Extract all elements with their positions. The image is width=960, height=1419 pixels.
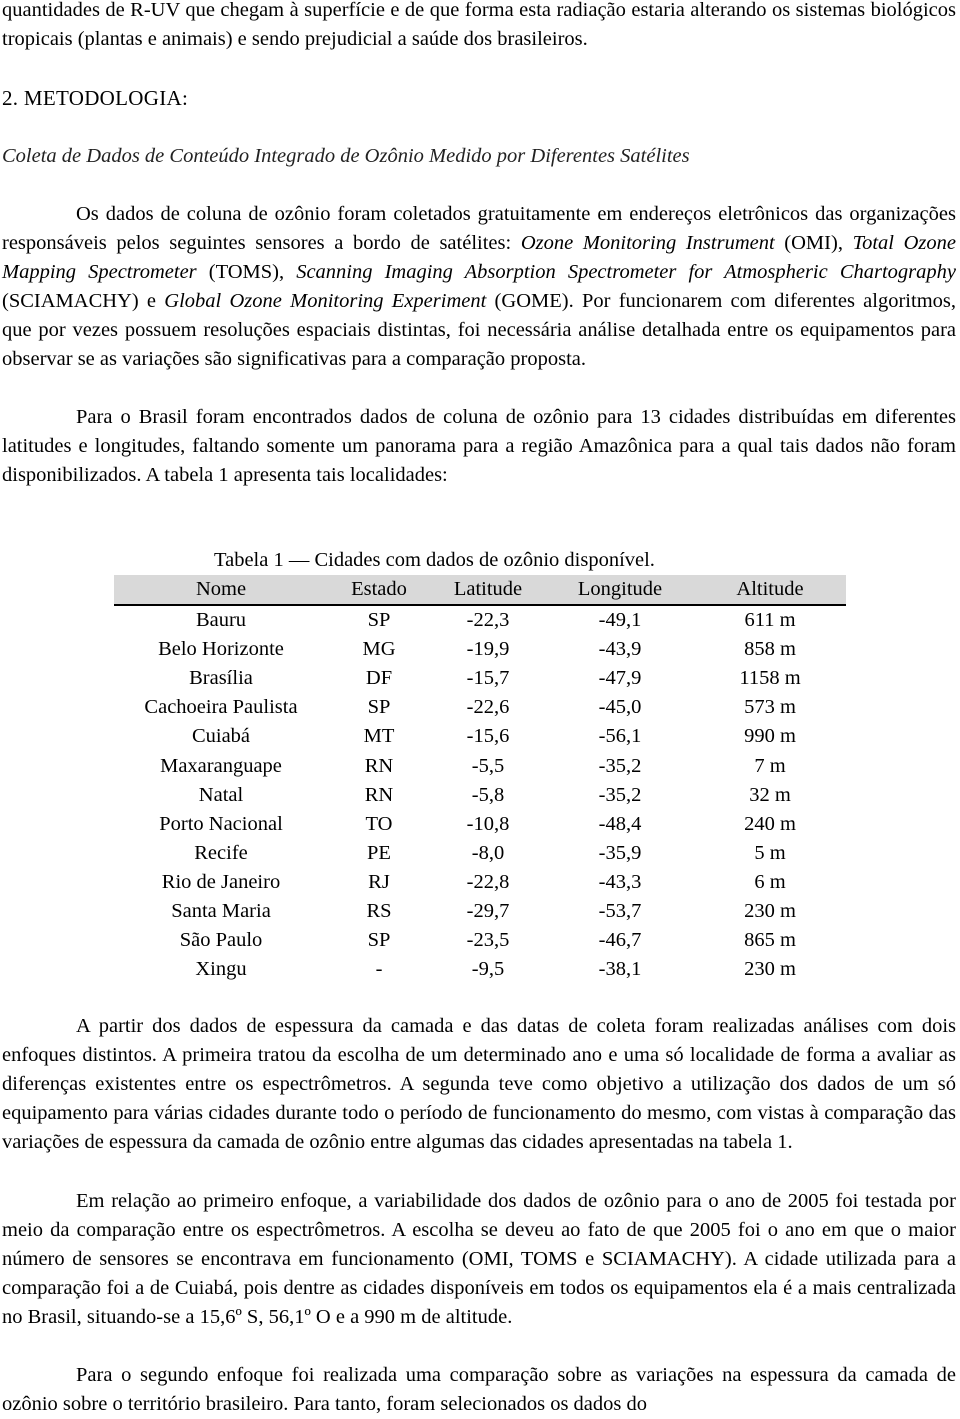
table-row — [114, 605, 846, 635]
table-row — [114, 897, 846, 926]
paragraph-cities: Para o Brasil foram encontrados dados de coluna de ozônio para 13 cidades distribuídas em diferentes latitudes e longitudes, faltando somente um panorama para a região Amazônica para a qual tais dados não foram disponibilizados. A tabela 1 apresenta tais localidades: — [2, 406, 956, 487]
table-cell: 7 m — [754, 754, 786, 777]
table-cell: RN — [364, 754, 394, 777]
header-longitude: Longitude — [546, 575, 694, 605]
table-cell: -15,7 — [466, 667, 510, 690]
table-cell: Belo Horizonte — [158, 638, 284, 661]
table-cell: 230 m — [744, 900, 796, 923]
header-estado: Estado — [328, 575, 430, 605]
table-row — [114, 752, 846, 781]
table-cell: 1158 m — [739, 667, 801, 690]
table-cell: RJ — [368, 870, 390, 893]
table-cell: SP — [367, 609, 391, 632]
table-cell: -53,7 — [598, 900, 642, 923]
table-cell: 990 m — [744, 725, 796, 748]
table-cell: Cachoeira Paulista — [144, 696, 298, 719]
table-cell: Brasília — [189, 667, 253, 690]
table-cell: -8,0 — [471, 841, 505, 864]
table-cell: -22,3 — [466, 609, 510, 632]
cities-table — [114, 575, 846, 984]
table-cell: Porto Nacional — [159, 812, 283, 835]
paragraph-approaches: A partir dos dados de espessura da camada e das datas de coleta foram realizadas análises com dois enfoques distintos. A primeira tratou da escolha de um determinado ano e uma só localidade de forma a avaliar as diferenças existentes entre os espectrômetros. A segunda teve como objetivo a utilização dos dados de um só equipamento para várias cidades durante todo o período de funcionamento do mesmo, com vistas à comparação das variações de espessura da camada de ozônio entre algumas das cidades apresentadas na tabela 1. — [2, 1015, 956, 1154]
table-cell: 230 m — [744, 958, 796, 981]
table-cell: RN — [364, 783, 394, 806]
paragraph-sensors: Os dados de coluna de ozônio foram coletados gratuitamente em endereços eletrônicos das organizações responsáveis pelos seguintes sensores a bordo de satélites: Ozone Monitoring Instrument (OMI), Total Ozone Mapping Spectrometer (TOMS), Scanning Imaging Absorption Spectrometer for Atmospheric Chartography (SCIAMACHY) e Global Ozone Monitoring Experiment (GOME). Por funcionarem com diferentes algoritmos, que por vezes possuem resoluções espaciais distintas, foi necessária análise detalhada entre os equipamentos para observar se as variações são significativas para a comparação proposta. — [2, 203, 956, 371]
table-cell: Maxaranguape — [160, 754, 282, 777]
section-heading: 2. METODOLOGIA: — [2, 86, 189, 110]
table-cell: -22,6 — [466, 696, 510, 719]
table-cell: 858 m — [744, 638, 796, 661]
table-cell: 611 m — [744, 609, 796, 632]
table-row — [114, 839, 846, 868]
table-cell: PE — [367, 841, 391, 864]
table-row — [114, 635, 846, 664]
table-cell: -49,1 — [598, 609, 642, 632]
table-row — [114, 926, 846, 955]
table-cell: -35,9 — [598, 841, 642, 864]
top-paragraph: quantidades de R-UV que chegam à superfície e de que forma esta radiação estaria alterando os sistemas biológicos tropicais (plantas e animais) e sendo prejudicial a saúde dos brasileiros. — [2, 0, 956, 51]
table-cell: -35,2 — [598, 783, 642, 806]
table-cell: -56,1 — [598, 725, 642, 748]
table-cell: Xingu — [195, 958, 247, 981]
omi-name: Ozone Monitoring Instrument — [520, 232, 775, 255]
table-cell: -19,9 — [466, 638, 510, 661]
table-cell: -43,3 — [598, 870, 642, 893]
table-cell: 240 m — [744, 812, 796, 835]
table-cell: 865 m — [744, 929, 796, 952]
table-cell: -29,7 — [466, 900, 510, 923]
table-row — [114, 955, 846, 984]
table-cell: 32 m — [749, 783, 791, 806]
table-cell: Rio de Janeiro — [161, 870, 281, 893]
table-row — [114, 693, 846, 722]
table-cell: -15,6 — [466, 725, 510, 748]
table-cell: -43,9 — [598, 638, 642, 661]
gome-name: Global Ozone Monitoring Experiment — [164, 290, 487, 313]
table-cell: Bauru — [195, 609, 247, 632]
table-cell: Recife — [194, 841, 248, 864]
subsection-title: Coleta de Dados de Conteúdo Integrado de Ozônio Medido por Diferentes Satélites — [2, 145, 690, 167]
table-cell: -48,4 — [598, 812, 642, 835]
table-caption: Tabela 1 — Cidades com dados de ozônio disponível. — [214, 549, 655, 571]
table-cell: SP — [367, 696, 391, 719]
paragraph-first-approach: Em relação ao primeiro enfoque, a variabilidade dos dados de ozônio para o ano de 2005 foi testada por meio da comparação entre os espectrômetros. A escolha se deveu ao fato de que 2005 foi o ano em que o maior número de sensores se encontrava em funcionamento (OMI, TOMS e SCIAMACHY). A cidade utilizada para a comparação foi a de Cuiabá, pois dentre as cidades disponíveis em todos os equipamentos ela é a mais centralizada no Brasil, situando-se a 15,6º S, 56,1º O e a 990 m de altitude. — [2, 1190, 956, 1329]
table-cell: -5,8 — [471, 783, 505, 806]
table-cell: -23,5 — [466, 929, 510, 952]
table-cell: São Paulo — [179, 929, 263, 952]
table-row — [114, 781, 846, 810]
table-cell: TO — [365, 812, 393, 835]
table-cell: 6 m — [754, 870, 786, 893]
table-cell: RS — [366, 900, 392, 923]
toms-name: Total Ozone Mapping Spectrometer — [2, 232, 956, 284]
table-cell: -9,5 — [471, 958, 505, 981]
table-cell: -5,5 — [471, 754, 505, 777]
paragraph-second-approach: Para o segundo enfoque foi realizada uma comparação sobre as variações na espessura da camada de ozônio sobre o território brasileiro. Para tanto, foram selecionados os dados do — [2, 1364, 956, 1416]
table-row — [114, 810, 846, 839]
table-cell: 5 m — [754, 841, 786, 864]
table-cell: -35,2 — [598, 754, 642, 777]
table-cell: Cuiabá — [191, 725, 251, 748]
table-row — [114, 868, 846, 897]
table-cell: 573 m — [744, 696, 796, 719]
header-altitude: Altitude — [694, 575, 846, 605]
table-cell: SP — [367, 929, 391, 952]
table-cell: -45,0 — [598, 696, 642, 719]
table-row — [114, 664, 846, 693]
table-cell: DF — [365, 667, 393, 690]
table-cell: -22,8 — [466, 870, 510, 893]
table-cell: - — [375, 958, 383, 981]
table-cell: Santa Maria — [171, 900, 271, 923]
table-cell: -47,9 — [598, 667, 642, 690]
table-cell: Natal — [198, 783, 244, 806]
table-cell: MG — [362, 638, 396, 661]
table-header-row — [114, 575, 846, 605]
table-cell: -38,1 — [598, 958, 642, 981]
table-cell: MT — [363, 725, 395, 748]
table-row — [114, 722, 846, 751]
table-cell: -10,8 — [466, 812, 510, 835]
header-nome: Nome — [114, 575, 328, 605]
sciamachy-name: Scanning Imaging Absorption Spectrometer for Atmospheric Chartography — [296, 261, 956, 284]
header-latitude: Latitude — [430, 575, 546, 605]
table-cell: -46,7 — [598, 929, 642, 952]
